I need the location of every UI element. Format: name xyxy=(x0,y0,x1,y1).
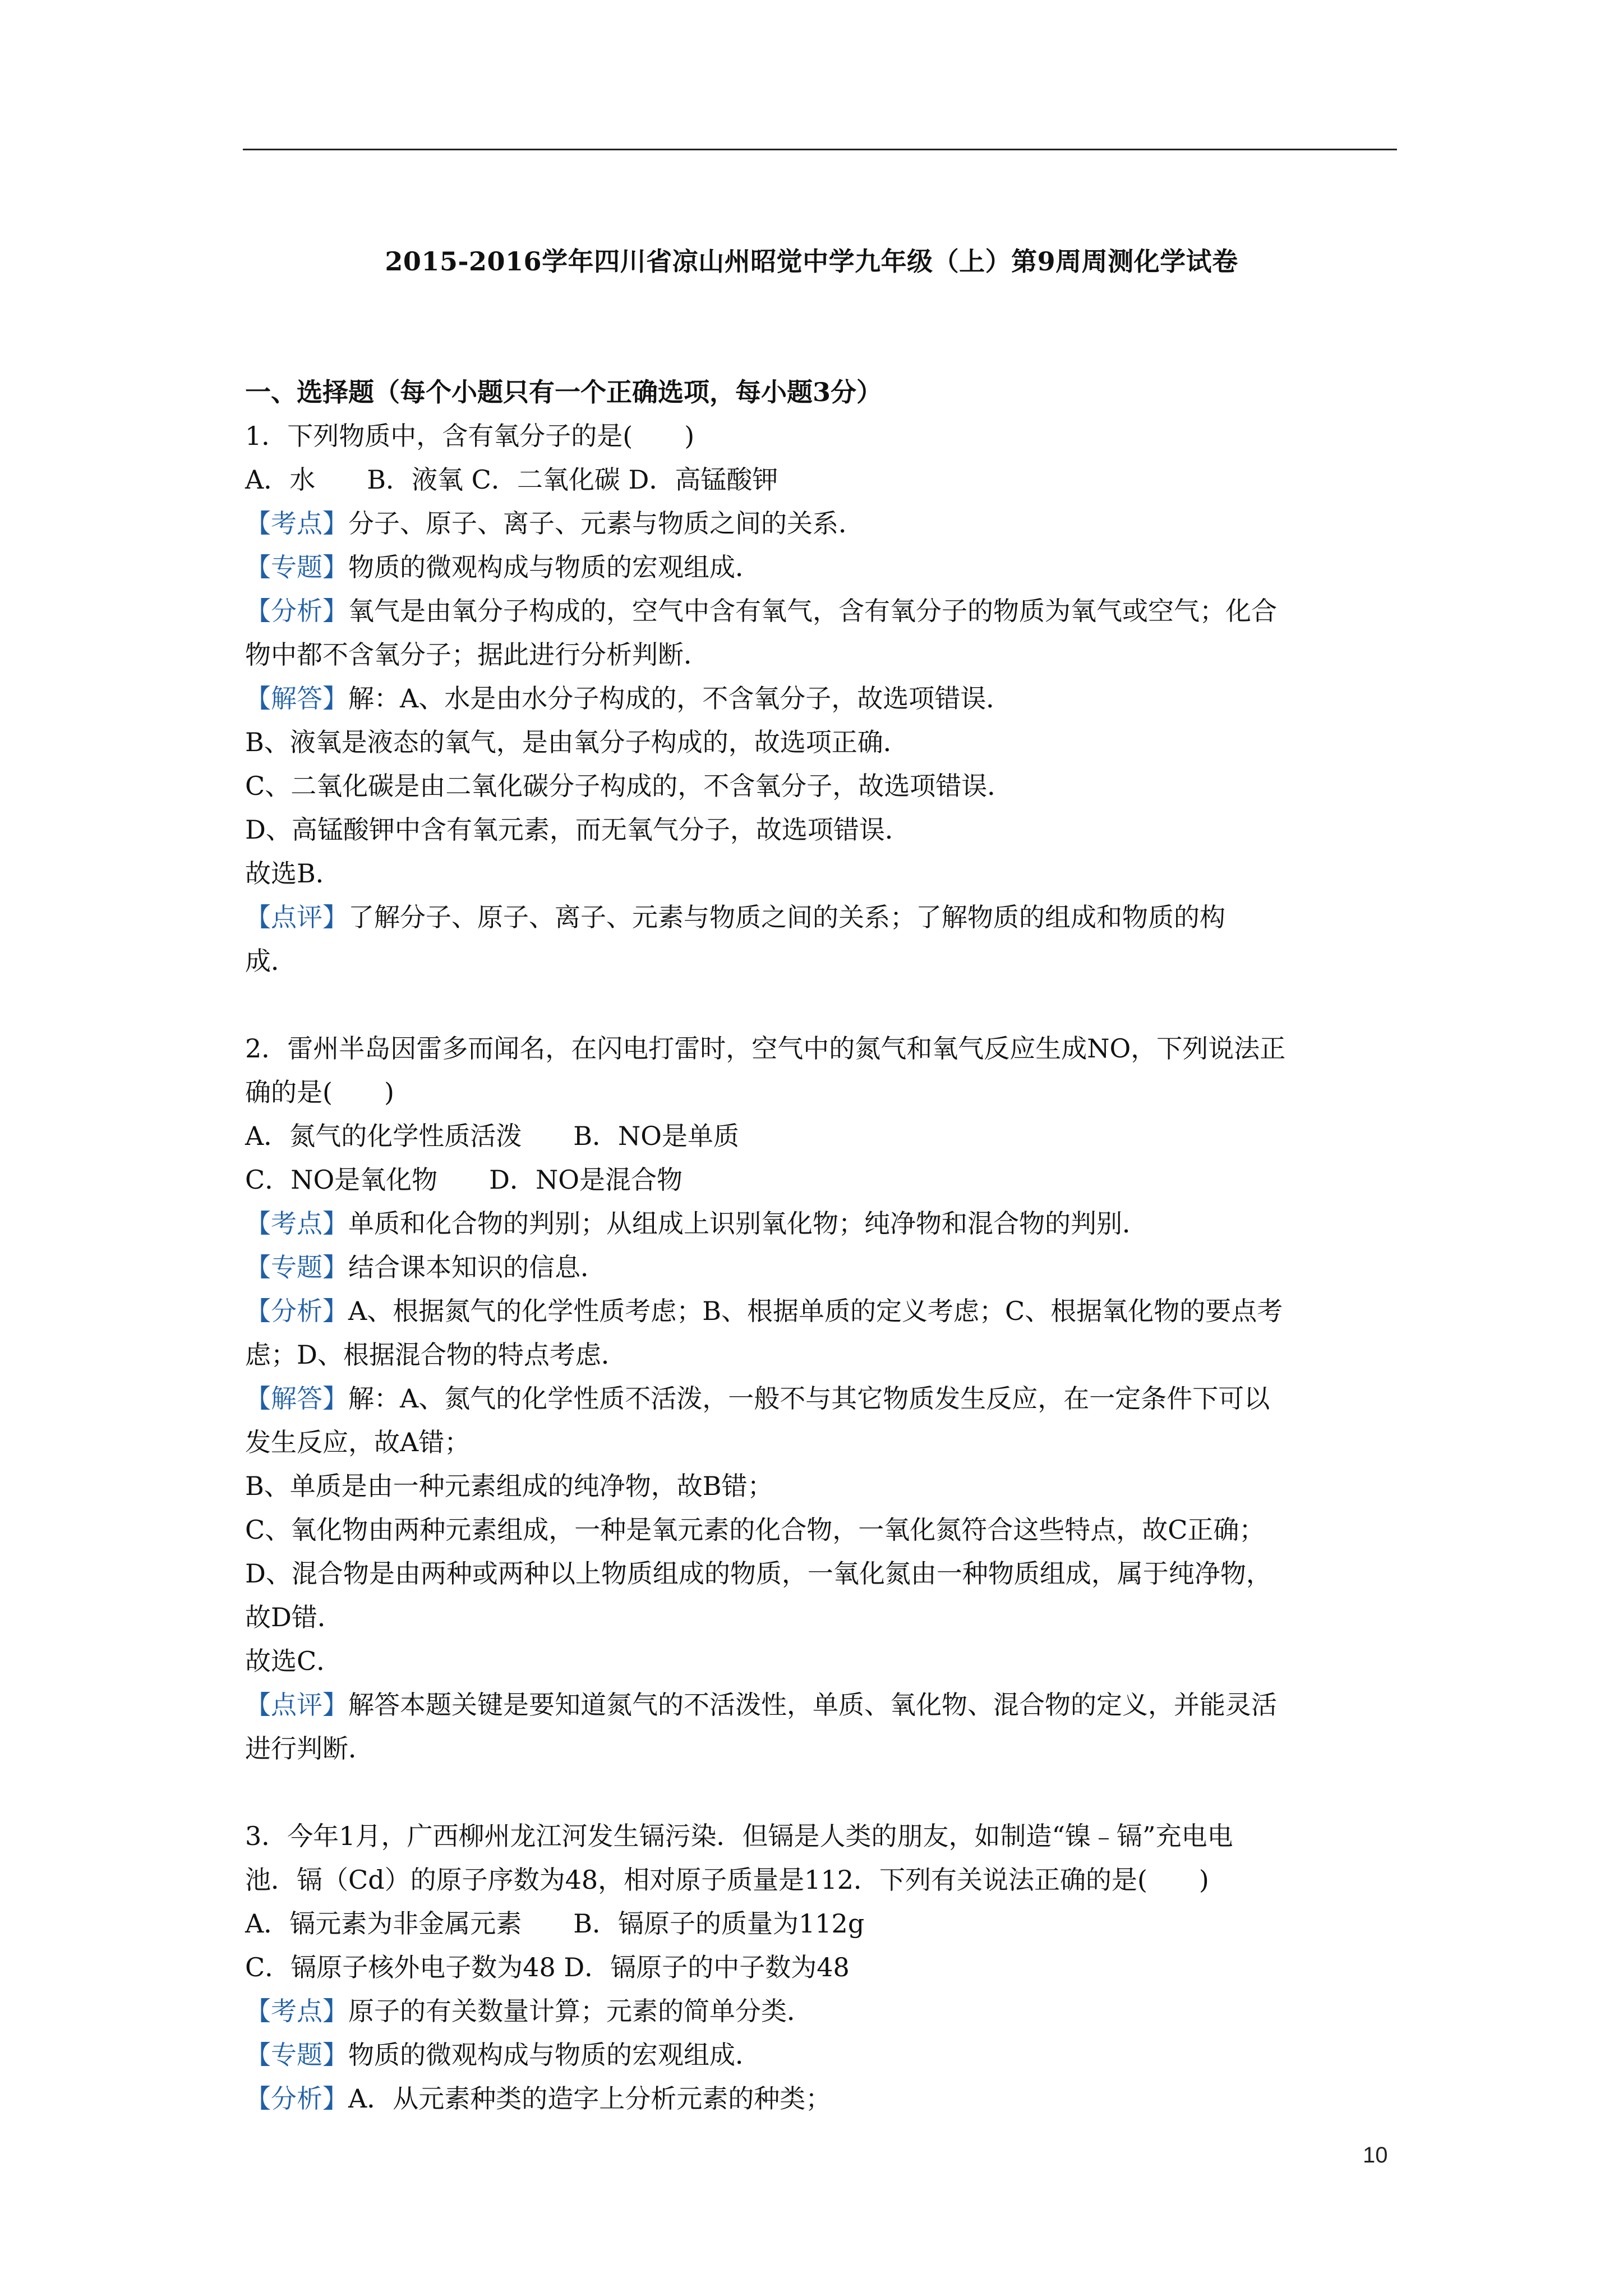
question-2-dianping-cont: 进行判断． xyxy=(245,1733,374,1764)
question-1-options: A．水 B．液氧 C．二氧化碳 D．高锰酸钾 xyxy=(245,464,778,495)
question-1-dianping-cont: 成． xyxy=(245,946,297,976)
dianping-tag: 【点评】 xyxy=(245,1690,348,1720)
question-2-answer: 故选C． xyxy=(245,1646,343,1676)
question-2-zhuanti xyxy=(245,1245,1400,1289)
document-title: 2015-2016学年四川省凉山州昭觉中学九年级（上）第9周周测化学试卷 xyxy=(385,246,1238,277)
question-1-dianping xyxy=(245,895,1400,939)
question-2-jieda-c: C、氧化物由两种元素组成，一种是氧元素的化合物，一氧化氮符合这些特点，故C正确； xyxy=(245,1515,1265,1545)
question-2-stem-cont: 确的是( ) xyxy=(245,1077,394,1107)
question-3-kaodian xyxy=(245,1989,1400,2033)
fenxi-text: 氧气是由氧分子构成的，空气中含有氧气，含有氧分子的物质为氧气或空气；化合 xyxy=(348,596,1277,626)
zhuanti-tag: 【专题】 xyxy=(245,2040,348,2070)
fenxi-text: A、根据氮气的化学性质考虑；B、根据单质的定义考虑；C、根据氧化物的要点考 xyxy=(348,1296,1283,1326)
question-2-jieda-cont: 发生反应，故A错； xyxy=(245,1427,471,1457)
question-spacer xyxy=(245,1770,1400,1814)
fenxi-tag: 【分析】 xyxy=(245,2083,348,2114)
dianping-tag: 【点评】 xyxy=(245,902,348,932)
fenxi-tag: 【分析】 xyxy=(245,596,348,626)
kaodian-tag: 【考点】 xyxy=(245,1996,348,2026)
fenxi-tag: 【分析】 xyxy=(245,1296,348,1326)
question-2-jieda-b: B、单质是由一种元素组成的纯净物，故B错； xyxy=(245,1471,773,1501)
question-3-fenxi xyxy=(245,2077,1400,2120)
document-body xyxy=(245,370,1400,2120)
question-1-zhuanti xyxy=(245,545,1400,589)
jieda-text: 解：A、氮气的化学性质不活泼，一般不与其它物质发生反应，在一定条件下可以 xyxy=(348,1383,1270,1414)
question-2-dianping xyxy=(245,1683,1400,1727)
question-3-zhuanti xyxy=(245,2033,1400,2077)
kaodian-tag: 【考点】 xyxy=(245,1208,348,1239)
kaodian-text: 分子、原子、离子、元素与物质之间的关系． xyxy=(348,508,864,539)
question-3-stem: 3．今年1月，广西柳州龙江河发生镉污染．但镉是人类的朋友，如制造“镍﹣镉”充电电 xyxy=(245,1821,1233,1851)
question-2-fenxi-cont: 虑；D、根据混合物的特点考虑． xyxy=(245,1340,627,1370)
question-spacer xyxy=(245,983,1400,1027)
question-2-fenxi xyxy=(245,1289,1400,1333)
question-2-jieda xyxy=(245,1377,1400,1420)
question-1-jieda-c: C、二氧化碳是由二氧化碳分子构成的，不含氧分子，故选项错误． xyxy=(245,771,1013,801)
section-heading: 一、选择题（每个小题只有一个正确选项，每小题3分） xyxy=(245,377,883,407)
kaodian-tag: 【考点】 xyxy=(245,508,348,539)
question-1-jieda-d: D、高锰酸钾中含有氧元素，而无氧气分子，故选项错误． xyxy=(245,815,911,845)
jieda-text: 解：A、水是由水分子构成的，不含氧分子，故选项错误． xyxy=(348,683,1012,714)
question-1-stem: 1．下列物质中，含有氧分子的是( ) xyxy=(245,421,695,451)
question-1-answer: 故选B． xyxy=(245,858,342,889)
dianping-text: 解答本题关键是要知道氮气的不活泼性，单质、氧化物、混合物的定义，并能灵活 xyxy=(348,1690,1277,1720)
dianping-text: 了解分子、原子、离子、元素与物质之间的关系；了解物质的组成和物质的构 xyxy=(348,902,1225,932)
kaodian-text: 单质和化合物的判别；从组成上识别氧化物；纯净物和混合物的判别． xyxy=(348,1208,1148,1239)
kaodian-text: 原子的有关数量计算；元素的简单分类． xyxy=(348,1996,813,2026)
question-1-jieda xyxy=(245,677,1400,720)
question-1-fenxi-cont: 物中都不含氧分子；据此进行分析判断． xyxy=(245,639,709,670)
question-1-jieda-b: B、液氧是液态的氧气，是由氧分子构成的，故选项正确． xyxy=(245,727,909,757)
fenxi-text: A．从元素种类的造字上分析元素的种类； xyxy=(348,2083,832,2114)
page-number: 10 xyxy=(1363,2143,1388,2168)
header-rule xyxy=(243,149,1397,150)
zhuanti-text: 物质的微观构成与物质的宏观组成． xyxy=(348,2040,761,2070)
question-1-fenxi xyxy=(245,589,1400,633)
zhuanti-text: 结合课本知识的信息． xyxy=(348,1252,606,1282)
question-2-kaodian xyxy=(245,1202,1400,1245)
zhuanti-text: 物质的微观构成与物质的宏观组成． xyxy=(348,552,761,582)
question-2-stem: 2．雷州半岛因雷多而闻名，在闪电打雷时，空气中的氮气和氧气反应生成NO，下列说法正 xyxy=(245,1033,1286,1064)
question-2-jieda-d: D、混合物是由两种或两种以上物质组成的物质，一氧化氮由一种物质组成，属于纯净物， xyxy=(245,1558,1272,1589)
question-2-options-ab: A．氮气的化学性质活泼 B．NO是单质 xyxy=(245,1121,739,1151)
question-3-options-cd: C．镉原子核外电子数为48 D．镉原子的中子数为48 xyxy=(245,1952,850,1982)
zhuanti-tag: 【专题】 xyxy=(245,552,348,582)
jieda-tag: 【解答】 xyxy=(245,1383,348,1414)
question-3-options-ab: A．镉元素为非金属元素 B．镉原子的质量为112g xyxy=(245,1908,865,1939)
question-3-stem-cont: 池．镉（Cd）的原子序数为48，相对原子质量是112．下列有关说法正确的是( ) xyxy=(245,1865,1209,1895)
question-2-options-cd: C．NO是氧化物 D．NO是混合物 xyxy=(245,1165,683,1195)
jieda-tag: 【解答】 xyxy=(245,683,348,714)
question-2-jieda-d-cont: 故D错． xyxy=(245,1602,343,1632)
question-1-kaodian xyxy=(245,501,1400,545)
zhuanti-tag: 【专题】 xyxy=(245,1252,348,1282)
